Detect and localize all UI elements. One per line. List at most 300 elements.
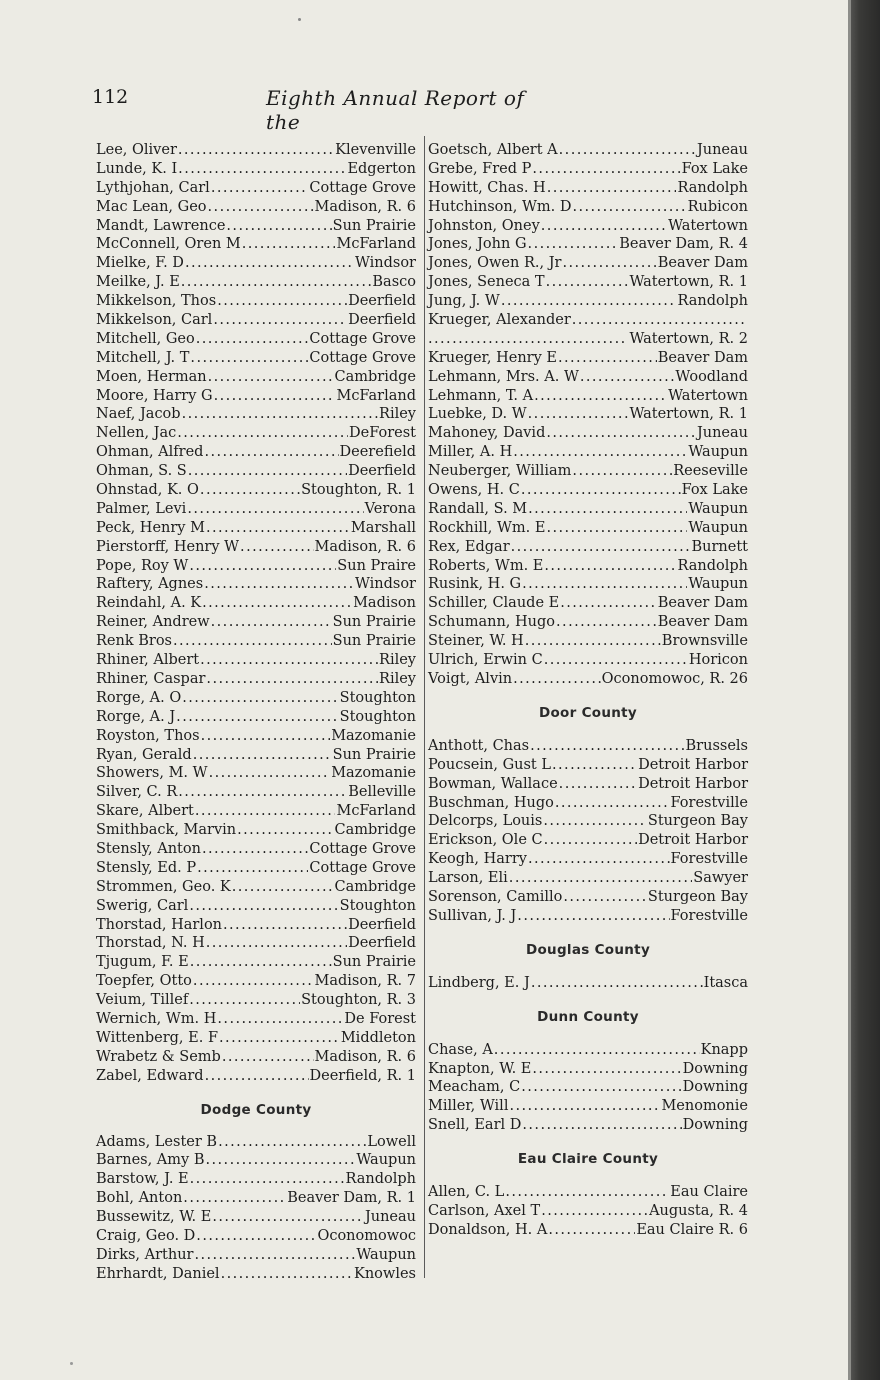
- list-item: [96, 1208, 416, 1227]
- entry-name: Reindahl, A. K: [96, 595, 202, 612]
- entry-name: Rockhill, Wm. E: [428, 519, 546, 536]
- entry-place: Madison, R. 6: [314, 538, 416, 555]
- dot-leader: [223, 916, 347, 935]
- list-item: [96, 1246, 416, 1265]
- dot-leader: [189, 557, 336, 576]
- list-item: [96, 783, 416, 802]
- dot-leader: [572, 462, 672, 481]
- dot-leader: [560, 594, 657, 613]
- dot-leader: [521, 481, 681, 500]
- entry-name: Sullivan, J. J: [428, 907, 517, 924]
- dot-leader: [189, 897, 338, 916]
- list-item: [428, 907, 748, 926]
- entry-place: McFarland: [336, 236, 416, 253]
- entry-place: McFarland: [336, 387, 416, 404]
- entry-name: Skare, Albert: [96, 803, 194, 820]
- entry-name: Jones, Seneca T: [428, 274, 545, 291]
- list-item: [96, 311, 416, 330]
- entry-name: Jones, Owen R., Jr: [428, 255, 562, 272]
- dot-leader: [544, 557, 676, 576]
- dot-leader: [204, 575, 354, 594]
- list-item: [428, 974, 748, 993]
- entry-place: Verona: [364, 500, 416, 517]
- entry-place: Waupun: [356, 1152, 416, 1169]
- list-item: [96, 519, 416, 538]
- entry-name: Schumann, Hugo: [428, 614, 556, 631]
- entry-place: Watertown: [668, 217, 748, 234]
- dot-leader: [509, 869, 693, 888]
- list-item: [428, 254, 748, 273]
- list-item: [428, 869, 748, 888]
- entry-place: Cottage Grove: [309, 330, 416, 347]
- dot-leader: [543, 812, 647, 831]
- entry-place: Menomonie: [661, 1098, 748, 1115]
- entry-place: Cottage Grove: [309, 179, 416, 196]
- entry-name: Bohl, Anton: [96, 1190, 183, 1207]
- dot-leader: [546, 424, 696, 443]
- entry-name: Mikkelson, Thos: [96, 293, 217, 310]
- entry-name: Buschman, Hugo: [428, 794, 554, 811]
- entry-place: Marshall: [350, 519, 416, 536]
- entry-name: Zabel, Edward: [96, 1067, 204, 1084]
- entry-name: Lehmann, T. A: [428, 387, 534, 404]
- dot-leader: [528, 850, 670, 869]
- dot-leader: [178, 783, 347, 802]
- entry-place: Watertown, R. 1: [629, 406, 748, 423]
- list-item: [428, 831, 748, 850]
- list-item: [428, 1060, 748, 1079]
- dot-leader: [208, 198, 314, 217]
- dot-leader: [221, 1265, 353, 1284]
- entry-name: Ohnstad, K. O: [96, 482, 199, 499]
- list-item: [96, 198, 416, 217]
- list-item: [96, 538, 416, 557]
- entry-name: Rex, Edgar: [428, 538, 510, 555]
- dot-leader: [559, 775, 637, 794]
- entry-place: Beaver Dam, R. 1: [287, 1190, 416, 1207]
- entry-place: Fox Lake: [681, 482, 748, 499]
- entry-name: Luebke, D. W: [428, 406, 527, 423]
- entry-place: Windsor: [354, 255, 416, 272]
- entry-place: Stoughton: [339, 897, 416, 914]
- list-item: [428, 1202, 748, 1221]
- entry-place: Downing: [682, 1079, 748, 1096]
- entry-place: Watertown: [668, 387, 748, 404]
- list-item: [428, 557, 748, 576]
- list-item: [96, 1067, 416, 1086]
- entry-name: Mielke, F. D: [96, 255, 184, 272]
- dot-leader: [201, 727, 331, 746]
- dot-leader: [555, 794, 670, 813]
- dot-leader: [532, 1060, 681, 1079]
- list-item: [96, 821, 416, 840]
- dot-leader: [196, 1227, 316, 1246]
- entry-place: Waupun: [688, 519, 748, 536]
- entry-place: Sun Prairie: [332, 614, 416, 631]
- entry-place: Stoughton, R. 3: [301, 992, 416, 1009]
- entry-name: Silver, C. R: [96, 784, 178, 801]
- entry-place: Sun Prairie: [332, 746, 416, 763]
- entry-place: Eau Claire R. 6: [636, 1221, 748, 1238]
- entry-place: Juneau: [364, 1209, 416, 1226]
- dot-leader: [513, 443, 687, 462]
- list-item: [428, 594, 748, 613]
- entry-place: Oconomowoc, R. 26: [601, 670, 748, 687]
- entry-name: Goetsch, Albert A: [428, 142, 558, 158]
- entry-place: Riley: [379, 406, 416, 423]
- dot-leader: [544, 651, 688, 670]
- entry-place: Reeseville: [673, 463, 748, 480]
- entry-name: Mikkelson, Carl: [96, 312, 213, 329]
- dot-leader: [517, 907, 669, 926]
- entry-place: Downing: [682, 1060, 748, 1077]
- entry-name: Johnston, Oney: [428, 217, 540, 234]
- dot-leader: [528, 500, 687, 519]
- entry-name: Anthott, Chas: [428, 737, 530, 754]
- list-item: [96, 424, 416, 443]
- entry-place: Belleville: [348, 784, 416, 801]
- dot-leader: [194, 1246, 355, 1265]
- dot-leader: [222, 1048, 314, 1067]
- entry-place: Cottage Grove: [309, 840, 416, 857]
- entry-name: Tjugum, F. E: [96, 954, 189, 971]
- entry-place: Watertown, R. 1: [629, 274, 748, 291]
- entry-place: Waupun: [356, 1246, 416, 1263]
- list-item: [96, 859, 416, 878]
- dot-leader: [218, 1133, 366, 1152]
- list-item: [428, 198, 748, 217]
- dot-leader: [522, 1116, 681, 1135]
- list-item: [96, 991, 416, 1010]
- list-item: [96, 897, 416, 916]
- page-edge-shadow: [848, 0, 880, 1380]
- entry-name: Thorstad, Harlon: [96, 916, 223, 933]
- entry-place: Juneau: [696, 142, 748, 158]
- entry-place: Burnett: [691, 538, 748, 555]
- entry-name: Rusink, H. G: [428, 576, 522, 593]
- list-item: [428, 462, 748, 481]
- entry-name: Ehrhardt, Daniel: [96, 1265, 220, 1282]
- entry-name: Grebe, Fred P: [428, 160, 532, 177]
- list-item: [428, 349, 748, 368]
- entry-place: Downing: [682, 1117, 748, 1134]
- entry-name: Meacham, C: [428, 1079, 521, 1096]
- entry-place: Waupun: [688, 500, 748, 517]
- dot-leader: [182, 689, 338, 708]
- list-item: [428, 235, 748, 254]
- entry-place: Forestville: [670, 851, 748, 868]
- dot-leader: [232, 878, 334, 897]
- page-header: [92, 86, 562, 134]
- dot-leader: [202, 840, 308, 859]
- list-item: [428, 368, 748, 387]
- entry-place: Forestville: [670, 907, 748, 924]
- entry-name: Raftery, Agnes: [96, 576, 204, 593]
- county-heading: Dodge County: [200, 1101, 312, 1118]
- entry-place: Deerfield: [348, 463, 416, 480]
- list-item: [96, 368, 416, 387]
- list-item: [428, 519, 748, 538]
- entry-place: Beaver Dam: [657, 595, 748, 612]
- list-item: [96, 235, 416, 254]
- dot-leader: [200, 481, 300, 500]
- list-item: [428, 632, 748, 651]
- list-item: [428, 311, 748, 330]
- dot-leader: [211, 613, 332, 632]
- entry-place: Sturgeon Bay: [647, 813, 748, 830]
- entry-place: Sun Praire: [337, 557, 416, 574]
- right-column: [428, 141, 748, 1240]
- entry-name: Nellen, Jac: [96, 425, 177, 442]
- entry-place: Eau Claire: [670, 1184, 748, 1201]
- list-item: [96, 594, 416, 613]
- list-item: [96, 217, 416, 236]
- dot-leader: [204, 443, 338, 462]
- list-item: [428, 387, 748, 406]
- entry-place: Rubicon: [687, 198, 748, 215]
- entry-place: Sturgeon Bay: [647, 888, 748, 905]
- dot-leader: [219, 1029, 340, 1048]
- list-item: [96, 481, 416, 500]
- list-item: [428, 575, 748, 594]
- list-item: [428, 1078, 748, 1097]
- entry-place: Sun Prairie: [332, 633, 416, 650]
- list-item: [96, 1151, 416, 1170]
- dot-leader: [183, 1189, 286, 1208]
- entry-place: Randolph: [677, 293, 748, 310]
- entry-name: Lee, Oliver: [96, 142, 177, 158]
- entry-place: Cottage Grove: [309, 859, 416, 876]
- entry-name: Rorge, A. O: [96, 689, 182, 706]
- list-item: [96, 708, 416, 727]
- entry-place: Madison: [353, 595, 416, 612]
- dot-leader: [534, 387, 667, 406]
- entry-name: Delcorps, Louis: [428, 813, 543, 830]
- entry-place: Beaver Dam, R. 4: [619, 236, 748, 253]
- dot-leader: [428, 330, 628, 349]
- list-item: [428, 756, 748, 775]
- dot-leader: [206, 519, 350, 538]
- list-item: [428, 179, 748, 198]
- entry-place: Juneau: [696, 425, 748, 442]
- dot-leader: [563, 888, 647, 907]
- entry-place: Windsor: [354, 576, 416, 593]
- entry-name: Knapton, W. E: [428, 1060, 532, 1077]
- entry-name: Roberts, Wm. E: [428, 557, 544, 574]
- entry-name: Lythjohan, Carl: [96, 179, 210, 196]
- dot-leader: [511, 538, 691, 557]
- entry-name: Owens, H. C: [428, 482, 520, 499]
- list-item: [96, 746, 416, 765]
- entry-name: Barstow, J. E: [96, 1171, 189, 1188]
- dot-leader: [217, 292, 347, 311]
- entry-place: Madison, R. 6: [314, 198, 416, 215]
- entry-name: Strommen, Geo. K: [96, 878, 231, 895]
- list-item: [96, 934, 416, 953]
- dot-leader: [213, 311, 347, 330]
- entry-name: Wrabetz & Semb: [96, 1048, 221, 1065]
- entry-place: Randolph: [677, 179, 748, 196]
- entry-place: Detroit Harbor: [638, 832, 748, 849]
- entry-name: Craig, Geo. D: [96, 1227, 196, 1244]
- entry-place: Randolph: [677, 557, 748, 574]
- dot-leader: [202, 594, 352, 613]
- list-item: [428, 443, 748, 462]
- list-item: [428, 481, 748, 500]
- entry-name: Ulrich, Erwin C: [428, 652, 543, 669]
- dot-leader: [572, 198, 686, 217]
- entry-place: Madison, R. 6: [314, 1048, 416, 1065]
- list-item: [96, 1265, 416, 1284]
- page-edge-highlight: [848, 0, 851, 1380]
- entry-place: Stoughton: [339, 689, 416, 706]
- dot-leader: [212, 1208, 364, 1227]
- dot-leader: [177, 424, 348, 443]
- dot-leader: [513, 670, 601, 689]
- entry-place: Cottage Grove: [309, 349, 416, 366]
- list-item: [96, 330, 416, 349]
- list-item: [96, 670, 416, 689]
- dot-leader: [193, 746, 332, 765]
- entry-name: Stensly, Ed. P: [96, 859, 197, 876]
- entry-place: Brussels: [685, 737, 748, 754]
- list-item: [96, 764, 416, 783]
- dot-leader: [189, 991, 300, 1010]
- entry-place: Knowles: [354, 1265, 416, 1282]
- dot-leader: [522, 575, 687, 594]
- entry-place: Deerefield: [339, 444, 416, 461]
- entry-name: Ohman, Alfred: [96, 444, 204, 461]
- dot-leader: [572, 311, 747, 330]
- entry-place: Lowell: [367, 1133, 416, 1150]
- county-heading: Dunn County: [537, 1008, 639, 1025]
- dot-leader: [211, 179, 309, 198]
- entry-place: Deerfield, R. 1: [309, 1067, 416, 1084]
- list-item: [428, 538, 748, 557]
- dot-leader: [242, 235, 336, 254]
- entry-name: Naef, Jacob: [96, 406, 181, 423]
- dot-leader: [206, 670, 378, 689]
- list-item: [428, 737, 748, 756]
- entry-name: Neuberger, William: [428, 463, 572, 480]
- list-item: [96, 1133, 416, 1152]
- list-item: [428, 651, 748, 670]
- list-item: [428, 292, 748, 311]
- entry-place: Edgerton: [347, 160, 416, 177]
- dot-leader: [548, 1221, 635, 1240]
- entry-place: Cambridge: [334, 368, 416, 385]
- list-item: [96, 292, 416, 311]
- list-item: [96, 1189, 416, 1208]
- entry-name: Wittenberg, E. F: [96, 1029, 219, 1046]
- dot-leader: [528, 405, 629, 424]
- list-item: [96, 1170, 416, 1189]
- dot-leader: [208, 368, 334, 387]
- list-item: [428, 812, 748, 831]
- list-item: [96, 727, 416, 746]
- entry-name: Renk Bros: [96, 633, 172, 650]
- entry-name: Carlson, Axel T: [428, 1202, 541, 1219]
- entry-name: Jung, J. W: [428, 293, 500, 310]
- list-item: [428, 1041, 748, 1060]
- list-item: [96, 443, 416, 462]
- entry-name: Smithback, Marvin: [96, 822, 237, 839]
- list-item: [96, 349, 416, 368]
- list-item: [428, 424, 748, 443]
- entry-name: Meilke, J. E: [96, 274, 180, 291]
- entry-name: Veium, Tillef: [96, 992, 189, 1009]
- print-speck: [70, 1362, 73, 1365]
- list-item: [428, 850, 748, 869]
- dot-leader: [562, 254, 656, 273]
- dot-leader: [546, 519, 687, 538]
- entry-name: Krueger, Alexander: [428, 312, 571, 329]
- entry-name: Bowman, Wallace: [428, 775, 558, 792]
- dot-leader: [226, 217, 331, 236]
- entry-place: De Forest: [344, 1010, 416, 1027]
- entry-place: Sun Prairie: [332, 217, 416, 234]
- entry-place: Deerfield: [348, 935, 416, 952]
- entry-name: Hutchinson, Wm. D: [428, 198, 572, 215]
- list-item: [428, 775, 748, 794]
- entry-place: DeForest: [349, 425, 416, 442]
- entry-name: Voigt, Alvin: [428, 670, 513, 687]
- dot-leader: [200, 651, 378, 670]
- dot-leader: [541, 1202, 648, 1221]
- county-heading: Douglas County: [525, 941, 651, 958]
- entry-place: Sawyer: [693, 870, 748, 887]
- dot-leader: [494, 1041, 700, 1060]
- entry-place: Mazomanie: [331, 765, 416, 782]
- entry-place: Middleton: [340, 1029, 416, 1046]
- entry-name: Snell, Earl D: [428, 1117, 522, 1134]
- entry-place: Deerfield: [348, 312, 416, 329]
- list-item: [428, 670, 748, 689]
- entry-place: Knapp: [700, 1041, 748, 1058]
- entry-name: McConnell, Oren M: [96, 236, 241, 253]
- entry-name: Rorge, A. J: [96, 708, 176, 725]
- entry-name: Lindberg, E. J: [428, 974, 530, 991]
- entry-place: Oconomowoc: [317, 1227, 416, 1244]
- entry-name: Toepfer, Otto: [96, 973, 192, 990]
- list-item: [428, 1221, 748, 1240]
- list-item: [428, 613, 748, 632]
- entry-place: Klevenville: [335, 142, 416, 158]
- entry-place: Riley: [379, 670, 416, 687]
- list-item: [96, 273, 416, 292]
- entry-name: Ryan, Gerald: [96, 746, 192, 763]
- list-item: [96, 613, 416, 632]
- dot-leader: [532, 160, 680, 179]
- list-item: [428, 273, 748, 292]
- dot-leader: [197, 859, 308, 878]
- dot-leader: [195, 802, 336, 821]
- entry-name: Peck, Henry M: [96, 519, 205, 536]
- entry-name: Pierstorff, Henry W: [96, 538, 240, 555]
- entry-place: Waupun: [688, 444, 748, 461]
- dot-leader: [173, 632, 332, 651]
- list-item: [96, 1048, 416, 1067]
- entry-place: Madison, R. 7: [314, 973, 416, 990]
- entry-name: Krueger, Henry E: [428, 349, 557, 366]
- entry-place: Stoughton, R. 1: [301, 482, 416, 499]
- entry-place: Woodland: [675, 368, 748, 385]
- list-item: [96, 689, 416, 708]
- entry-place: Stoughton: [339, 708, 416, 725]
- dot-leader: [193, 972, 314, 991]
- entry-name: Stensly, Anton: [96, 840, 201, 857]
- entry-name: Chase, A: [428, 1041, 493, 1058]
